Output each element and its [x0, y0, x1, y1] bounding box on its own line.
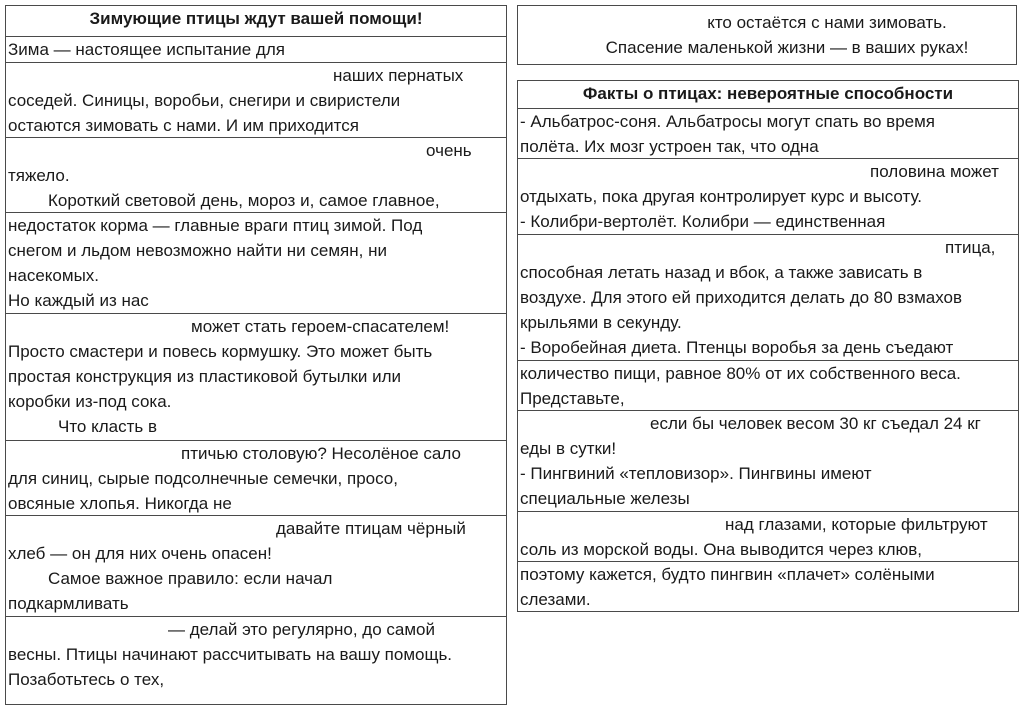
text-block [5, 516, 507, 617]
text-line: Но каждый из нас [8, 291, 149, 310]
text-line: Короткий световой день, мороз и, самое главное, [48, 191, 440, 210]
text-line: Спасение маленькой жизни — в ваших руках! [605, 38, 969, 57]
right-column [517, 80, 1019, 612]
text-line: коробки из-под сока. [8, 392, 172, 411]
text-block [5, 441, 507, 516]
text-line: тяжело. [8, 166, 70, 185]
text-line: — делай это регулярно, до самой [168, 620, 435, 639]
text-block [5, 138, 507, 213]
text-block [517, 361, 1019, 411]
text-line: птица, [945, 238, 996, 257]
text-line: способная летать назад и вбок, а также зависать в [520, 263, 923, 282]
text-line: крыльями в секунду. [520, 313, 682, 332]
left-title: Зимующие птицы ждут вашей помощи! [5, 5, 507, 37]
text-line: хлеб — он для них очень опасен! [8, 544, 272, 563]
text-line: количество пищи, равное 80% от их собственного веса. [520, 364, 961, 383]
text-line: подкармливать [8, 594, 129, 613]
text-line: остаются зимовать с нами. И им приходится [8, 116, 359, 135]
text-line: насекомых. [8, 266, 100, 285]
text-line: специальные железы [520, 489, 690, 508]
text-line: соль из морской воды. Она выводится через клюв, [520, 540, 923, 559]
text-block [517, 411, 1019, 512]
text-block [517, 159, 1019, 235]
text-line: весны. Птицы начинают рассчитывать на вашу помощь. [8, 645, 453, 664]
text-line: слезами. [520, 590, 591, 609]
text-line: Самое важное правило: если начал [48, 569, 333, 588]
text-line: соседей. Синицы, воробьи, снегири и свиристели [8, 91, 401, 110]
text-block [517, 5, 1017, 65]
text-line: воздухе. Для этого ей приходится делать до 80 взмахов [520, 288, 963, 307]
left-column [5, 5, 507, 705]
text-block [517, 512, 1019, 562]
text-line: Позаботьтесь о тех, [8, 670, 165, 689]
text-line: - Пингвиний «тепловизор». Пингвины имеют [520, 464, 872, 483]
text-block [517, 235, 1019, 361]
text-line: если бы человек весом 30 кг съедал 24 кг [650, 414, 981, 433]
text-line: половина может [870, 162, 999, 181]
text-line: отдыхать, пока другая контролирует курс и высоту. [520, 187, 922, 206]
text-block [517, 562, 1019, 612]
text-line: снегом и льдом невозможно найти ни семян, ни [8, 241, 387, 260]
text-line: кто остаётся с нами зимовать. [707, 13, 947, 32]
text-line: - Воробейная диета. Птенцы воробья за день съедают [520, 338, 954, 357]
text-line: недостаток корма — главные враги птиц зимой. Под [8, 216, 423, 235]
text-line: очень [426, 141, 472, 160]
text-block [5, 37, 507, 63]
text-line: Что класть в [58, 417, 158, 436]
text-line: давайте птицам чёрный [276, 519, 466, 538]
text-line: над глазами, которые фильтруют [725, 515, 988, 534]
right-continuation [517, 5, 1017, 65]
text-line: овсяные хлопья. Никогда не [8, 494, 232, 513]
text-line: простая конструкция из пластиковой бутылки или [8, 367, 402, 386]
text-line: наших пернатых [333, 66, 464, 85]
text-block [517, 109, 1019, 159]
text-line: для синиц, сырые подсолнечные семечки, просо, [8, 469, 398, 488]
text-line: может стать героем-спасателем! [191, 317, 450, 336]
text-line: еды в сутки! [520, 439, 617, 458]
text-line: полёта. Их мозг устроен так, что одна [520, 137, 819, 156]
text-line: - Альбатрос-соня. Альбатросы могут спать во время [520, 112, 936, 131]
text-block [5, 63, 507, 138]
text-block [5, 213, 507, 314]
text-line: Зима — настоящее испытание для [8, 40, 285, 59]
text-line: Просто смастери и повесь кормушку. Это может быть [8, 342, 433, 361]
text-line: - Колибри-вертолёт. Колибри — единственная [520, 212, 886, 231]
text-line: птичью столовую? Несолёное сало [181, 444, 461, 463]
text-line: поэтому кажется, будто пингвин «плачет» солёными [520, 565, 935, 584]
text-block [5, 617, 507, 705]
text-block [5, 314, 507, 441]
text-line: Представьте, [520, 389, 625, 408]
right-title: Факты о птицах: невероятные способности [517, 80, 1019, 109]
